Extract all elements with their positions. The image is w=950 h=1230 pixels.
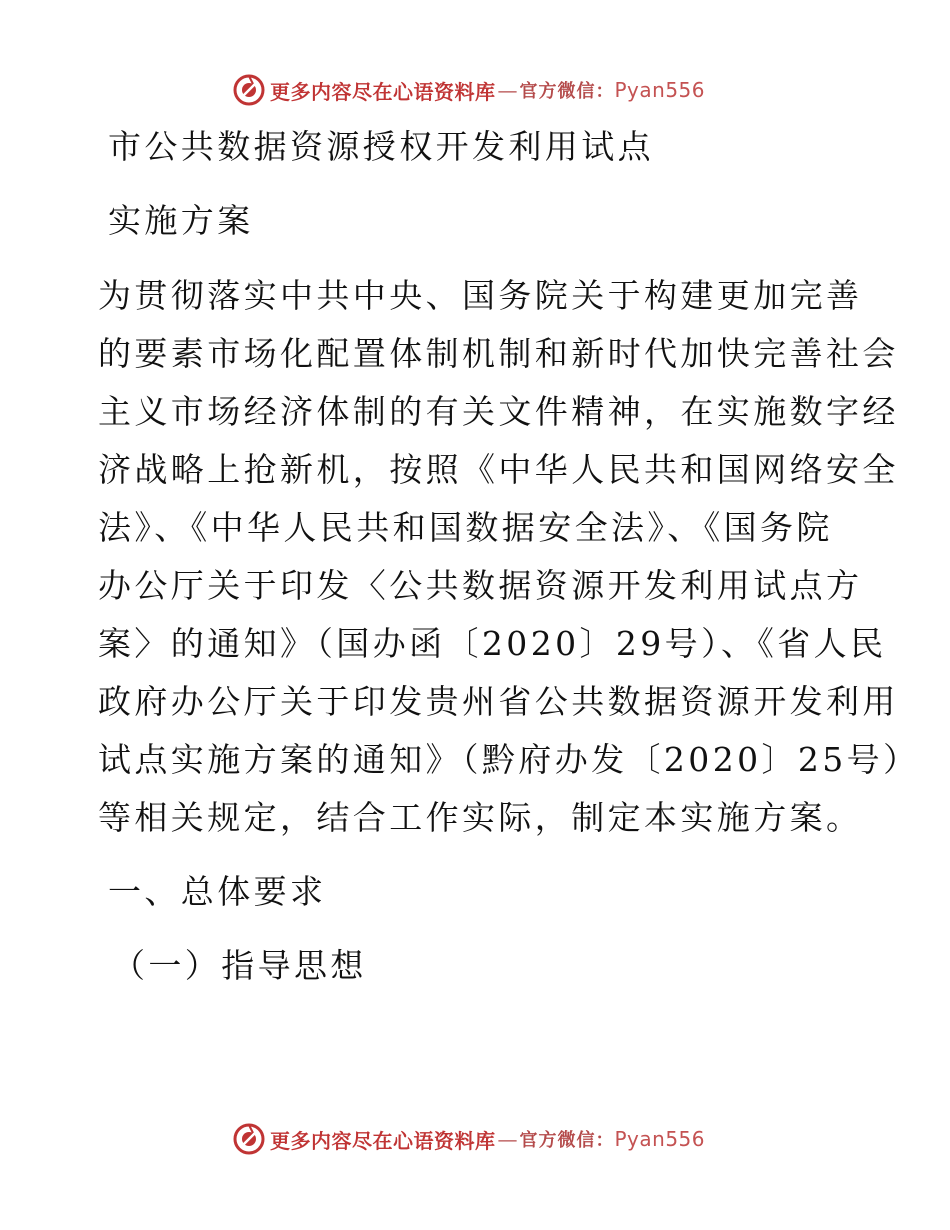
intro-line: 为贯彻落实中共中央、国务院关于构建更加完善 <box>98 276 863 315</box>
watermark-contact-label: 官方微信： <box>519 1130 615 1151</box>
document-title-line-1: 市公共数据资源授权开发利用试点 <box>108 127 654 166</box>
watermark-text: 更多内容尽在心语资料库 <box>270 79 496 104</box>
watermark-contact-label: 官方微信： <box>519 81 615 102</box>
watermark-contact-id: Pyan556 <box>614 1127 706 1151</box>
intro-line: 等相关规定，结合工作实际，制定本实施方案。 <box>98 798 863 837</box>
section-heading-general-requirements: 一、总体要求 <box>108 872 327 911</box>
red-seal-icon <box>232 73 266 107</box>
intro-line: 济战略上抢新机，按照《中华人民共和国网络安全 <box>98 450 899 489</box>
watermark-dash: — <box>497 1127 518 1151</box>
watermark-banner-bottom <box>232 1119 705 1159</box>
intro-line: 试点实施方案的通知》（黔府办发〔2020〕25号） <box>98 740 920 779</box>
intro-line: 办公厅关于印发〈公共数据资源开发利用试点方 <box>98 566 863 605</box>
watermark-text: 更多内容尽在心语资料库 <box>270 1128 496 1153</box>
intro-line: 案〉的通知》（国办函〔2020〕29号）、《省人民 <box>98 624 887 663</box>
intro-line: 政府办公厅关于印发贵州省公共数据资源开发利用 <box>98 682 899 721</box>
document-title-line-2: 实施方案 <box>108 201 254 240</box>
intro-line: 的要素市场化配置体制机制和新时代加快完善社会 <box>98 334 899 373</box>
watermark-dash: — <box>497 78 518 102</box>
red-seal-icon <box>232 1122 266 1156</box>
watermark-banner-top <box>232 70 705 110</box>
intro-line: 主义市场经济体制的有关文件精神，在实施数字经 <box>98 392 899 431</box>
watermark-contact-id: Pyan556 <box>614 78 706 102</box>
intro-line: 法》、《中华人民共和国数据安全法》、《国务院 <box>98 508 833 547</box>
subsection-heading-guiding-ideology: （一）指导思想 <box>112 946 367 985</box>
